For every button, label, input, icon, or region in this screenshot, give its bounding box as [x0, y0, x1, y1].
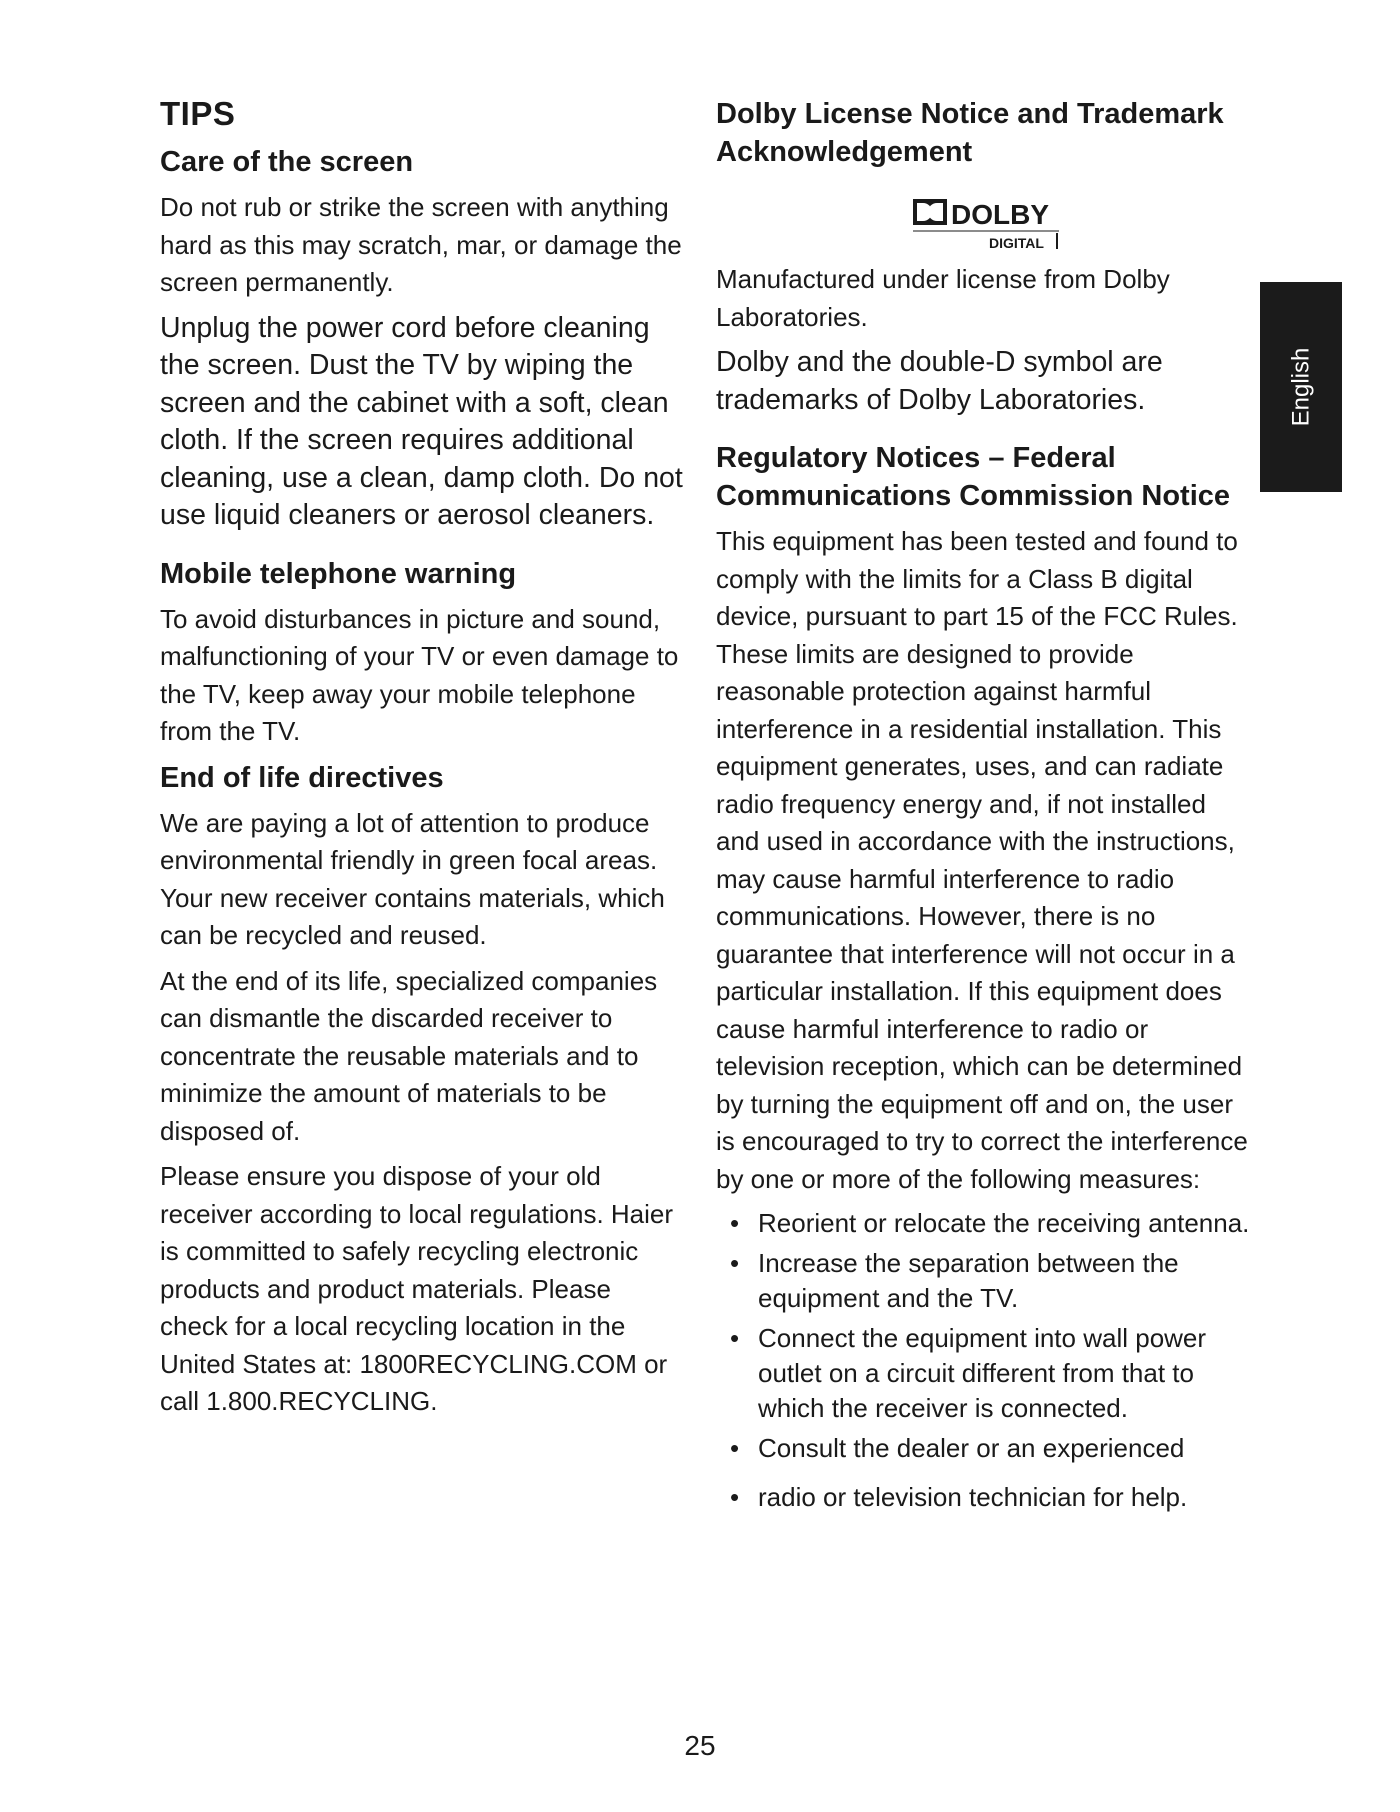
care-heading: Care of the screen	[160, 146, 414, 178]
dolby-paragraph-2: Dolby and the double-D symbol are trademarks of Dolby Laboratories.	[716, 346, 1163, 416]
eol-heading: End of life directives	[160, 761, 444, 794]
fcc-heading: Regulatory Notices – Federal Communications Commission Notice	[716, 442, 1231, 512]
language-tab-label: English	[1287, 347, 1314, 427]
language-tab	[1260, 282, 1342, 492]
eol-paragraph-3: Please ensure you dispose of your old receiver according to local regulations. Haier is committed to safely recycling electronic products and product materials. Please check for a local recycling location in the United States at: 1800RECYCLING.COM or call 1.800.RECYCLING.	[160, 1161, 674, 1416]
care-paragraph-2: Unplug the power cord before cleaning the screen. Dust the TV by wiping the screen and the cabinet with a soft, clean cloth. If the screen requires additional cleaning, use a clean, damp cloth. Do not use liquid cleaners or aerosol cleaners.	[160, 311, 683, 531]
dolby-paragraph-1: Manufactured under license from Dolby Laboratories.	[716, 264, 1170, 332]
fcc-measures-list	[716, 1206, 1256, 1515]
mobile-heading: Mobile telephone warning	[160, 557, 517, 590]
list-item: • Increase the separation between the equipment and the TV.	[730, 1248, 1179, 1313]
fcc-paragraph: This equipment has been tested and found to comply with the limits for a Class B digital device, pursuant to part 15 of the FCC Rules. These limits are designed to provide reasonable protection against harmful interference in a residential installation. This equipment generates, uses, and can radiate radio frequency energy and, if not installed and used in accordance with the instructions, may cause harmful interference to radio communications. However, there is no guarantee that interference will not occur in a particular installation. If this equipment does cause harmful interference to radio or television reception, which can be determined by turning the equipment off and on, the user is encouraged to try to correct the interference by one or more of the following measures:	[716, 526, 1248, 1194]
list-item: • Reorient or relocate the receiving antenna.	[730, 1208, 1250, 1238]
page-number: 25	[684, 1730, 716, 1761]
dolby-logo-text: DOLBY	[951, 199, 1049, 230]
list-item: • radio or television technician for help.	[730, 1482, 1188, 1512]
page-title: TIPS	[160, 95, 236, 132]
left-column	[160, 95, 685, 1429]
list-item: • Consult the dealer or an experienced	[730, 1433, 1185, 1463]
dolby-logo	[716, 193, 1256, 251]
eol-paragraph-1: We are paying a lot of attention to produce environmental friendly in green focal areas. Your new receiver contains materials, which can be recycled and reused.	[160, 807, 665, 950]
eol-paragraph-2: At the end of its life, specialized companies can dismantle the discarded receiver to concentrate the reusable materials and to minimize the amount of materials to be disposed of.	[160, 965, 658, 1146]
right-column	[716, 95, 1256, 1520]
dolby-double-d-icon	[911, 193, 1061, 251]
list-item: • Connect the equipment into wall power outlet on a circuit different from that to which the receiver is connected.	[730, 1323, 1207, 1423]
dolby-logo-subtext: DIGITAL	[989, 235, 1044, 251]
care-paragraph-1: Do not rub or strike the screen with anything hard as this may scratch, mar, or damage the screen permanently.	[160, 192, 682, 297]
mobile-paragraph: To avoid disturbances in picture and sound, malfunctioning of your TV or even damage to the TV, keep away your mobile telephone from the TV.	[160, 603, 679, 746]
dolby-heading: Dolby License Notice and Trademark Acknowledgement	[716, 98, 1224, 168]
